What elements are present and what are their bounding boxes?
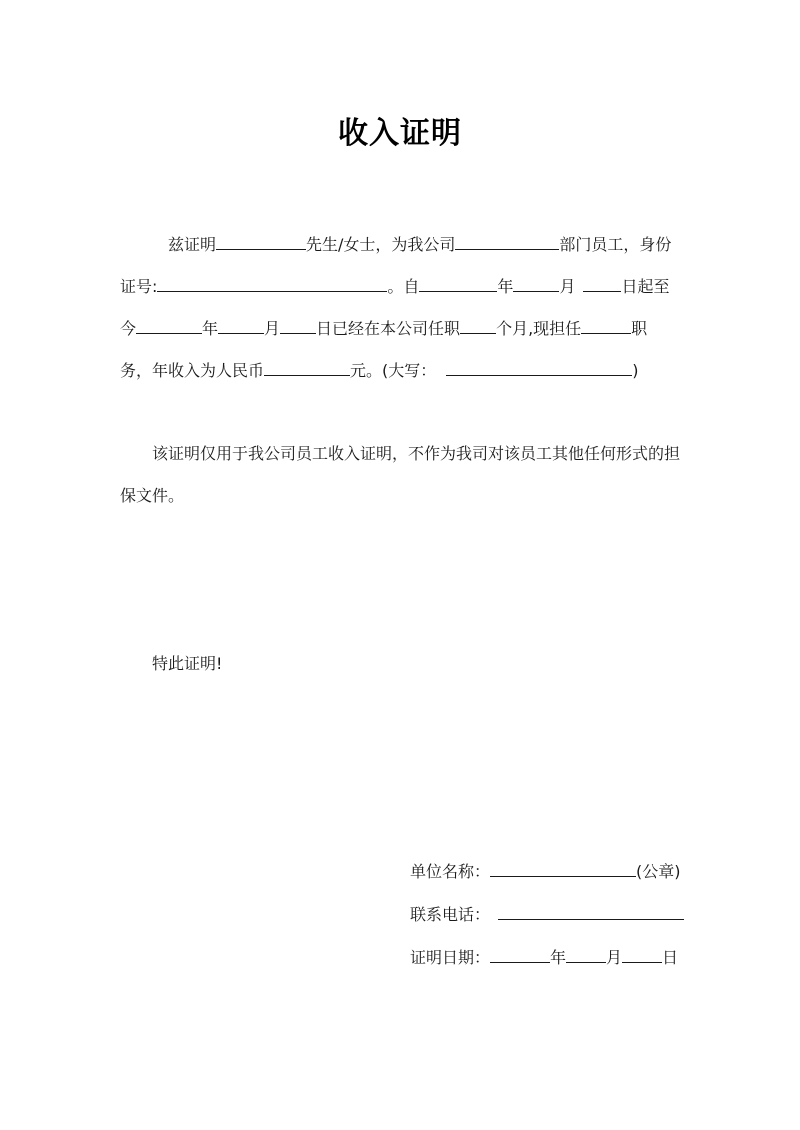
phone-line — [410, 901, 684, 927]
end-year-blank[interactable] — [136, 315, 202, 334]
position-blank[interactable] — [581, 315, 631, 334]
text-certify-prefix: 兹证明 — [168, 235, 217, 254]
unit-name-blank[interactable] — [490, 858, 636, 877]
text-position: 职 — [631, 319, 648, 338]
date-line — [410, 944, 678, 970]
start-day-blank[interactable] — [583, 273, 621, 292]
text-purpose: 该证明仅用于我公司员工收入证明，不作为我司对该员工其他任何形式的担 — [152, 444, 681, 463]
text-months-position: 个月,现担任 — [496, 319, 582, 338]
paragraph-1-line-1 — [120, 231, 671, 257]
text-cert-day: 日 — [662, 948, 679, 967]
cert-year-blank[interactable] — [490, 944, 550, 963]
text-after-dept: 部门员工，身份 — [559, 235, 672, 254]
phone-label: 联系电话： — [410, 905, 491, 924]
end-month-blank[interactable] — [218, 315, 264, 334]
text-cert-year: 年 — [550, 948, 567, 967]
start-month-blank[interactable] — [513, 273, 559, 292]
paragraph-2-line-2 — [120, 483, 184, 509]
text-id-prefix: 证号: — [120, 277, 158, 296]
closing-line — [120, 651, 222, 677]
start-year-blank[interactable] — [419, 273, 497, 292]
unit-name-line — [410, 858, 681, 884]
cert-month-blank[interactable] — [566, 944, 606, 963]
text-close-paren: ) — [632, 361, 639, 380]
id-number-blank[interactable] — [157, 273, 387, 292]
paragraph-1-line-2 — [120, 273, 669, 299]
text-cert-month: 月 — [606, 948, 623, 967]
text-year: 年 — [497, 277, 514, 296]
phone-blank[interactable] — [498, 901, 684, 920]
text-after-name: 先生/女士，为我公司 — [306, 235, 456, 254]
paragraph-1-line-3 — [120, 315, 647, 341]
paragraph-2-line-1 — [120, 441, 680, 467]
date-label: 证明日期： — [410, 948, 491, 967]
text-employed: 日已经在本公司任职 — [316, 319, 461, 338]
text-until: 今 — [120, 319, 137, 338]
end-day-blank[interactable] — [280, 315, 316, 334]
unit-name-label: 单位名称： — [410, 862, 491, 881]
text-month: 月 — [559, 277, 576, 296]
seal-label: (公章) — [636, 862, 681, 881]
income-amount-blank[interactable] — [264, 357, 350, 376]
text-closing: 特此证明! — [152, 654, 223, 673]
cert-day-blank[interactable] — [622, 944, 662, 963]
department-blank[interactable] — [455, 231, 559, 250]
paragraph-1-line-4 — [120, 357, 639, 383]
name-blank[interactable] — [216, 231, 306, 250]
document-title: 收入证明 — [338, 116, 462, 151]
text-yuan-capital: 元。(大写： — [350, 361, 437, 380]
text-after-id: 。自 — [387, 277, 420, 296]
text-year-2: 年 — [202, 319, 219, 338]
text-income-prefix: 务，年收入为人民币 — [120, 361, 265, 380]
months-blank[interactable] — [460, 315, 496, 334]
income-capital-blank[interactable] — [446, 357, 632, 376]
text-day-from: 日起至 — [621, 277, 670, 296]
text-month-2: 月 — [264, 319, 281, 338]
text-guarantee: 保文件。 — [120, 486, 185, 505]
